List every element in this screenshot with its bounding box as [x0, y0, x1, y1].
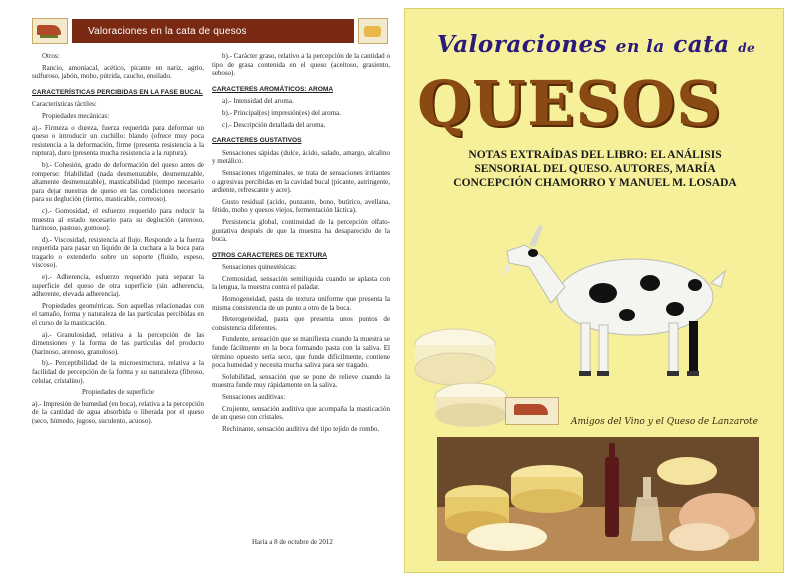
paragraph: Rancio, amoniacal, acético, picante en nariz, agrio, sulfuroso, jabón, moho, pútrida, caucho, ensilado. — [32, 63, 204, 81]
club-logo — [32, 18, 68, 44]
paragraph: a).- Firmeza o dureza, fuerza requerida para deformar un queso o introducir un cuchillo: blando (ofrece muy poca resistencia a la deformación, firme (presenta resistencia a la ruptura), duro (presenta mucha resistencia a la ruptura). — [32, 123, 204, 158]
association-logo — [505, 397, 559, 425]
paragraph: b).- Principal(es) impresión(es) del aroma. — [222, 108, 341, 117]
paragraph: Fundente, sensación que se manifiesta cuando la muestra se funde fácilmente en la boca formando pasta con la saliva. El término opuesto sería seco, que funde difícilmente, contiene poca humedad y necesita mucha saliva para ser tragado. — [212, 335, 390, 370]
section-heading: CARACTERÍSTICAS PERCIBIDAS EN LA FASE BUCAL — [32, 88, 203, 96]
cheese-photo — [411, 309, 511, 429]
paragraph: Sensaciones sápidas (dulce, ácido, salado, amargo, alcalino y metálico. — [212, 148, 390, 166]
page-header — [32, 18, 388, 44]
cover-page — [404, 8, 784, 573]
paragraph: b).- Cohesión, grado de deformación del queso antes de romperse: friabilidad (nada desmenuzable, desmenuzable, altamente desmenuzable), masticabilidad (tiempo necesario para dejar nuestras de queso en las condiciones necesario para su deglución (tierno, masticable, correoso). — [32, 160, 204, 204]
paragraph: a).- Impresión de humedad (en boca), relativa a la percepción de la cantidad de agua absorbida o liberada por el queso (seco, húmedo, jugoso, suculento, acuoso). — [32, 399, 204, 425]
title-valoraciones: Valoraciones — [437, 31, 608, 58]
cheese-wine-photo — [437, 437, 759, 561]
title-en-la: en la — [615, 37, 665, 57]
goat-illustration — [485, 205, 775, 395]
paragraph: d).- Viscosidad, resistencia al flujo. Responde a la fuerza requerida para pasar un líquido de la cuchara a la boca para tragarlo o extenderlo sobre un soporte (fluido, espeso, viscoso). — [32, 235, 204, 270]
paragraph: Propiedades de superficie — [82, 388, 154, 397]
paragraph: b).- Perceptibilidad de la microestructura, relativa a la facilidad de percepción de la forma y su naturaleza (fibroso, celular, cristalino). — [32, 359, 204, 385]
paragraph: a).- Intensidad del aroma. — [222, 97, 294, 106]
paragraph: Homogeneidad, pasta de textura uniforme que presenta la misma consistencia de un punto a otro de la boca. — [212, 295, 390, 312]
cover-title — [437, 31, 755, 58]
paragraph: Cremosidad, sensación semilíquida cuando se aplasta con la lengua, la muestra contra el paladar. — [212, 274, 390, 292]
paragraph: Sensaciones trigeminales, se trata de sensaciones irritantes o agresivas percibidas en la cavidad bucal (picante, astringente, ardiente, refrescante y acre). — [212, 168, 390, 195]
association-caption: Amigos del Vino y el Queso de Lanzarote — [571, 417, 758, 427]
paragraph: a).- Granulosidad, relativa a la percepción de las dimensiones y la forma de las partículas del producto (harinoso, arenoso, granuloso). — [32, 330, 204, 356]
paragraph: Gusto residual (acido, punzante, bono, butírico, avellana, fétido, moho y quesos viejos, fermentación láctica). — [212, 197, 390, 215]
section-heading: CARACTERES AROMÁTICOS: AROMA — [212, 85, 334, 93]
paragraph: b).- Carácter graso, relativo a la percepción de la cantidad o tipo de grasa contenida en el queso (aceitoso, grasiento, seboso). — [212, 52, 390, 78]
paragraph: Propiedades geométricas. Son aquellas relacionadas con el tamaño, forma y naturaleza de las partículas percibidas en el curso de la masticación. — [32, 301, 204, 328]
book-notes — [415, 148, 775, 190]
title-de: de — [738, 41, 756, 55]
section-heading: CARACTERES GUSTATIVOS — [212, 137, 302, 145]
paragraph: Características táctiles: — [32, 100, 97, 109]
paragraph: Persistencia global, continuidad de la percepción olfato-gustativa después de que la muestra ha desaparecido de la boca. — [212, 217, 390, 244]
header-title: Valoraciones en la cata de quesos — [72, 19, 354, 43]
left-page — [12, 8, 396, 573]
paragraph: Otros: — [42, 52, 60, 60]
paragraph: Rechinante, sensación auditiva del tipo tejido de rombo. — [222, 424, 380, 433]
paragraph: c).- Gomosidad, el esfuerzo requerido para reducir la muestra al estado necesario para su deglución (arenoso, harinoso, pastoso, gomoso). — [32, 206, 204, 233]
paragraph: Crujiente, sensación auditiva que acompaña la masticación de un queso con cristales. — [212, 404, 390, 422]
paragraph: Propiedades mecánicas: — [42, 111, 110, 120]
text-column-2 — [212, 52, 390, 436]
signature-date: Haría a 8 de octubre de 2012 — [252, 538, 333, 546]
cheese-icon — [358, 18, 388, 44]
paragraph: c).- Descripción detallada del aroma. — [222, 120, 326, 129]
paragraph: Sensaciones auditivas: — [222, 393, 286, 401]
notes-line: NOTAS EXTRAÍDAS DEL LIBRO: EL ANÁLISIS — [468, 149, 722, 161]
notes-line: CONCEPCIÓN CHAMORRO Y MANUEL M. LOSADA — [453, 177, 737, 189]
notes-line: SENSORIAL DEL QUESO. AUTORES, MARÍA — [474, 163, 716, 175]
section-heading: OTROS CARACTERES DE TEXTURA — [212, 251, 328, 259]
paragraph: e).- Adherencia, esfuerzo requerido para separar la superficie del queso de otra superficie (sin adherencia, adherente, elevada adherencia). — [32, 273, 204, 299]
paragraph: Heterogeneidad, pasta que presenta unos puntos de consistencia diferentes. — [212, 315, 390, 332]
paragraph: Sensaciones quinestésicas: — [222, 263, 297, 272]
title-cata: cata — [673, 31, 730, 58]
paragraph: Solubilidad, sensación que se pone de relieve cuando la muestra funde muy rápidamente en la saliva. — [212, 372, 390, 390]
title-quesos: QUESOS — [417, 67, 722, 140]
text-column-1 — [32, 52, 204, 429]
